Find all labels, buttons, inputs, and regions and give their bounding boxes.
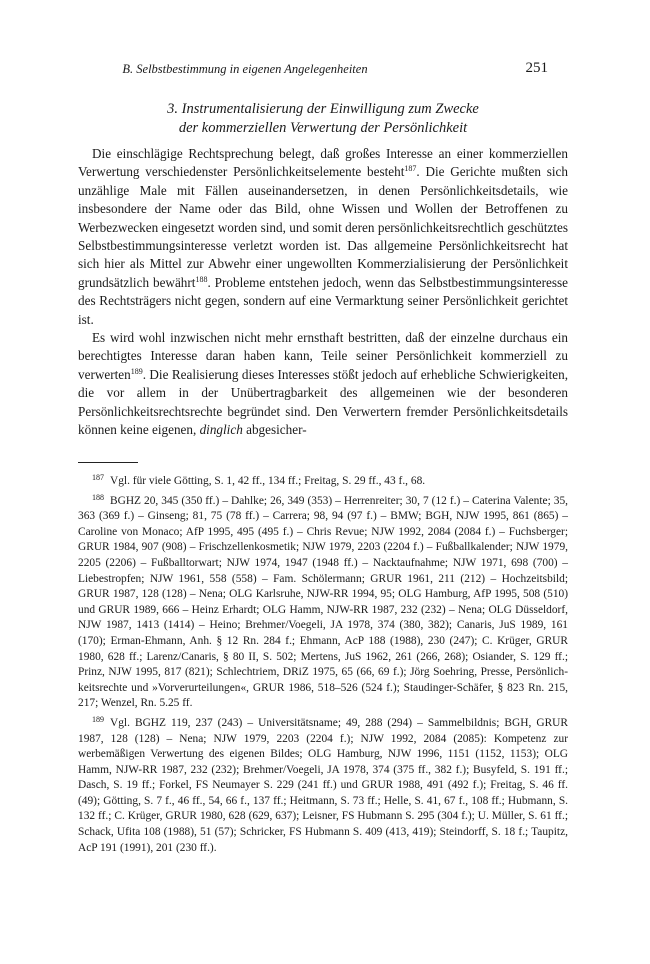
- footnote-ref-188[interactable]: 188: [195, 274, 208, 284]
- page-number: 251: [525, 60, 548, 76]
- footnote-text: Vgl. BGHZ 119, 237 (243) – Universitätsname; 49, 288 (294) – Sammelbildnis; BGH, GRUR 1987, 128 (128) – Nena; NJW 1979, 2203 (2204 f.); NJW 1992, 2084 (2085): Kompetenz zur werbemäßigen Verwertung des eigenen Bildes; OLG Hamburg, NJW 1996, 1151 (1152, 1153); OLG Hamm, NJW-RR 1987, 232 (232); Brehmer/Voegeli, JA 1978, 374 (375 ff., 382 f.); Busyfeld, S. 191 ff.; Dasch, S. 19 ff.; Forkel, FS Neumayer S. 229 (241 ff.) und GRUR 1988, 491 (492 f.); Freitag, S. 46 ff. (49); Götting, S. 7 f., 46 ff., 54, 66 f., 137 ff.; Heitmann, S. 73 ff.; Helle, S. 41, 67 f., 108 ff.; Hubmann, S. 132 ff.; C. Krüger, GRUR 1980, 628 (629, 637); Leisner, FS Hubmann S. 295 (304 f.); U. Müller, S. 61 ff.; Schack, Ufita 108 (1988), 51 (57); Schricker, FS Hubmann S. 409 (413, 419); Steindorff, S. 18 f.; Taupitz, AcP 191 (1991), 201 (230 ff.).: [78, 716, 568, 854]
- section-heading-line-1: 3. Instrumentalisierung der Einwilligung zum Zwecke: [167, 101, 479, 117]
- paragraph-1-text-c: . Probleme entstehen jedoch, wenn das Selbstbestimmungsinteresse des Rechtsträgers nicht gegen, sondern auf eine Vermarktung seiner Persönlichkeit gerichtet ist.: [78, 274, 568, 327]
- paragraph-2: [78, 329, 568, 439]
- footnote-189: [78, 712, 568, 856]
- footnote-number: 188: [92, 492, 104, 502]
- emphasis-dinglich: dinglich: [199, 422, 243, 438]
- paragraph-2-text-c: abgesicher-: [242, 422, 307, 438]
- footnote-188: [78, 490, 568, 712]
- footnote-divider: [78, 462, 138, 463]
- footnote-ref-187[interactable]: 187: [404, 164, 417, 174]
- footnote-number: 189: [92, 714, 104, 724]
- paragraph-1: [78, 145, 568, 329]
- section-heading: [78, 100, 568, 138]
- paragraph-2-text-b: . Die Realisierung dieses Interesses stößt jedoch auf erhebliche Schwierigkeiten, die vor allem in der Unübertragbarkeit des allgemeinen wie der besonderen Persönlichkeitsrechtsrechte begründet sind. Den Verwertern fremder Persönlichkeitsdetails können keine eigenen,: [78, 366, 568, 438]
- footnote-number: 187: [92, 473, 104, 482]
- running-head-title: B. Selbstbestimmung in eigenen Angelegenheiten: [122, 62, 368, 76]
- paragraph-1-text-b: . Die Gerichte mußten sich unzählige Male mit Fällen auseinandersetzen, in denen Persönlichkeitsdetails, wie insbesondere der Name oder das Bild, ohne Wissen und Wollen der Betroffenen zu Werbezwecken eingesetzt worden sind, und somit deren persönlichkeitsrechtlich geschütztes Selbstbestimmungsinteresse verletzt worden ist. Das allgemeine Persönlichkeitsrecht hat sich hier als Mittel zur Abwehr einer ungewollten Kommerzialisierung der Persönlichkeit grundsätzlich bewährt: [78, 164, 568, 290]
- footnote-187: [78, 470, 568, 490]
- paragraph-2-text-a: Es wird wohl inzwischen nicht mehr ernsthaft bestritten, daß der einzelne durchaus ein berechtigtes Interesse daran haben kann, Teile seiner Persönlichkeit kommerziell zu verwerten: [78, 330, 568, 382]
- paragraph-1-text-a: Die einschlägige Rechtsprechung belegt, daß großes Interesse an einer kommerziellen Verwertung verschiedenster Persönlichkeitselemente besteht: [78, 146, 568, 180]
- footnotes: [78, 470, 568, 856]
- running-head: [0, 62, 650, 82]
- footnote-text: Vgl. für viele Götting, S. 1, 42 ff., 134 ff.; Freitag, S. 29 ff., 43 f., 68.: [110, 475, 426, 487]
- footnote-text: BGHZ 20, 345 (350 ff.) – Dahlke; 26, 349 (353) – Herrenreiter; 30, 7 (12 f.) – Caterina Valente; 35, 363 (369 f.) – Ginseng; 81, 75 (78 ff.) – Carrera; 98, 94 (97 f.) – BMW; BGH, NJW 1995, 861 (865) – Caroline von Monaco; AfP 1995, 495 (495 f.) – Chris Revue; NJW 1992, 2084 (2084 f.) – Fuchsberger; GRUR 1984, 907 (908) – Frischzellenkosmetik; NJW 1979, 2203 (2204 f.) – Fußballkalender; NJW 1979, 2205 (2206) – Fußballtorwart; NJW 1974, 1947 (1948 ff.) – Nacktaufnahme; NJW 1971, 698 (700) – Liebestropfen; NJW 1961, 558 (558) – Fam. Schölermann; GRUR 1961, 211 (212) – Hochzeitsbild; GRUR 1987, 128 (128) – Nena; OLG Karlsruhe, NJW-RR 1994, 95; OLG Hamburg, AfP 1995, 508 (510) und GRUR 1989, 666 – Heinz Erhardt; OLG Hamm, NJW-RR 1987, 232 (232) – Nena; OLG Düsseldorf, NJW 1987, 1413 (1414) – Heino; Brehmer/Voegeli, JA 1978, 374 (380, 382); Canaris, JuS 1989, 161 (170); Erman-Ehmann, Anh. § 12 Rn. 284 f.; Ehmann, AcP 188 (1988), 230 (247); C. Krüger, GRUR 1980, 628 ff.; Larenz/Canaris, § 80 II, S. 502; Mertens, JuS 1962, 261 (266, 268); Osiander, S. 129 ff.; Prinz, NJW 1995, 817 (821); Schlechtriem, DRiZ 1975, 65 (66, 69 f.); Jörg Soehring, Presse, Persönlichkeitsrechte und »Vorverurteilungen«, GRUR 1986, 518–526 (524 f.); Staudinger-Schäfer, § 823 Rn. 215, 217; Wenzel, Rn. 5.25 ff.: [78, 494, 568, 710]
- body-text: [78, 145, 568, 440]
- section-heading-line-2: der kommerziellen Verwertung der Persönlichkeit: [178, 120, 468, 136]
- footnote-ref-189[interactable]: 189: [130, 366, 143, 376]
